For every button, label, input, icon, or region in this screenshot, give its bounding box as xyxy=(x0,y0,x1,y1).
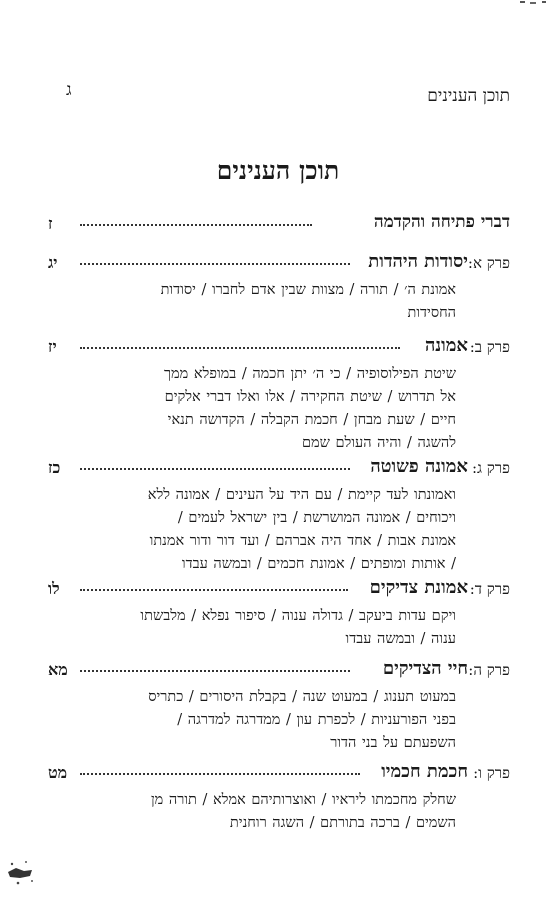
toc-chapter-2[interactable] xyxy=(48,335,510,455)
page-ref: כז xyxy=(48,458,61,477)
leader-dots xyxy=(80,347,400,349)
page-ref: יג xyxy=(48,253,58,272)
scan-speck-top xyxy=(518,0,554,8)
page-ref: מט xyxy=(48,763,68,782)
running-head: תוכן הענינים xyxy=(427,86,510,106)
subtopic-line: אמונת ה׳ / תורה / מצוות שבין אדם לחברו / יסודות xyxy=(160,282,456,298)
intro-title: דברי פתיחה והקדמה xyxy=(373,212,510,232)
subtopic-line: אמונת אבות / אחד היה אברהם / ועד דור ודור אמנתו xyxy=(149,533,456,549)
leader-dots xyxy=(80,670,350,672)
page-ref: ז xyxy=(48,214,53,233)
chapter-title: חיי הצדיקים xyxy=(382,658,468,679)
toc-chapter-4[interactable] xyxy=(48,577,510,651)
chapter-title: חכמת חכמיו xyxy=(381,761,468,782)
subtopics xyxy=(70,605,510,651)
chapter-label: פרק ד: xyxy=(469,580,510,598)
subtopic-line: החסידות xyxy=(407,305,456,321)
subtopic-line: ויכוחים / אמונה המושרשת / בין ישראל לעמים / xyxy=(177,510,456,526)
subtopic-line: במעוט תענוג / במעוט שנה / בקבלת היסורים / כתריס xyxy=(148,689,456,705)
subtopics xyxy=(70,279,510,325)
scan-speck-bottom xyxy=(6,858,36,886)
page-ref: יז xyxy=(48,337,57,356)
subtopic-line: להשגה / והיה העולם שמם xyxy=(301,435,456,451)
subtopics xyxy=(70,686,510,755)
page-ref: מא xyxy=(48,660,68,679)
chapter-title: אמונת צדיקים xyxy=(369,577,468,598)
leader-dots xyxy=(80,468,350,470)
subtopic-line: ויקם עדות ביעקב / גדולה ענוה / סיפור נפלא / מלבשתו xyxy=(140,608,456,624)
toc-chapter-5[interactable] xyxy=(48,658,510,755)
subtopic-line: בפני הפורעניות / לכפרת עון / ממדרגה למדרגה / xyxy=(177,712,456,728)
chapter-label: פרק ה: xyxy=(468,661,510,679)
chapter-title: אמונה פשוטה xyxy=(370,456,468,477)
subtopic-line: שחלק מחכמתו ליראיו / ואוצרותיהם אמלא / תורה מן xyxy=(150,792,456,808)
toc-entry-intro[interactable] xyxy=(48,212,510,238)
chapter-label: פרק א: xyxy=(467,254,510,272)
subtopic-line: השמים / ברכה בתורתם / השגה רוחנית xyxy=(229,815,456,831)
toc-chapter-1[interactable] xyxy=(48,251,510,325)
leader-dots xyxy=(80,224,312,226)
subtopic-line: שיטת הפילוסופיה / כי ה׳ יתן חכמה / במופלא ממך xyxy=(163,366,456,382)
subtopics xyxy=(70,484,510,576)
chapter-label: פרק ו: xyxy=(473,764,510,782)
subtopic-line: ענוה / ובמשה עבדו xyxy=(345,631,456,647)
toc-title: תוכן הענינים xyxy=(216,156,340,185)
toc-chapter-3[interactable] xyxy=(48,456,510,576)
subtopics xyxy=(70,789,510,835)
page-ref: לו xyxy=(48,579,60,598)
leader-dots xyxy=(80,263,350,265)
toc-chapter-6[interactable] xyxy=(48,761,510,835)
subtopic-line: ואמונתו לעד קיימת / עם היד על העינים / אמונה ללא xyxy=(147,487,456,503)
chapter-label: פרק ב: xyxy=(469,338,510,356)
chapter-label: פרק ג: xyxy=(471,459,510,477)
subtopic-line: השפעתם על בני הדור xyxy=(330,735,456,751)
chapter-title: אמונה xyxy=(424,335,468,356)
leader-dots xyxy=(80,773,360,775)
leader-dots xyxy=(80,589,348,591)
subtopics xyxy=(70,363,510,455)
subtopic-line: חיים / שעת מבחן / חכמת הקבלה / הקדושה תנאי xyxy=(167,412,456,428)
chapter-title: יסודות היהדות xyxy=(368,251,468,272)
page-number: ג xyxy=(66,80,72,100)
subtopic-line: / אותות ומופתים / אמונת חכמים / ובמשה עבדו xyxy=(181,556,456,572)
subtopic-line: אל תדרוש / שיטת החקירה / אלו ואלו דברי אלקים xyxy=(164,389,456,405)
